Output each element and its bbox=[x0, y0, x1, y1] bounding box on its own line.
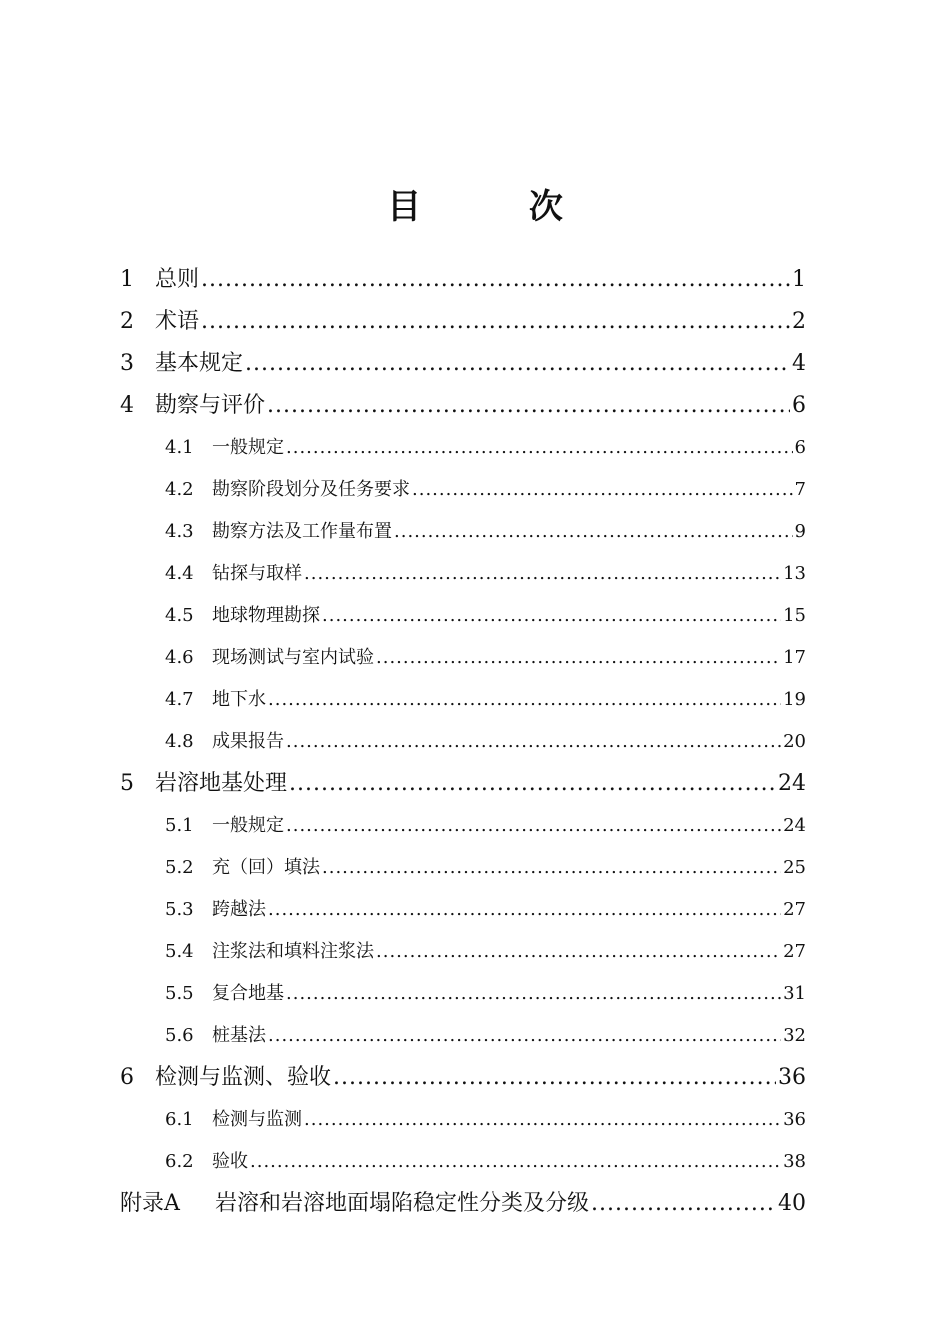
toc-entry[interactable] bbox=[165, 979, 806, 1009]
dot-leader bbox=[322, 853, 781, 883]
toc-entry-title: 验收 bbox=[212, 1151, 248, 1172]
toc-entry-page: 15 bbox=[783, 605, 806, 626]
toc-entry[interactable] bbox=[120, 391, 806, 421]
toc-entry-page: 25 bbox=[783, 857, 806, 878]
toc-entry-title: 现场测试与室内试验 bbox=[212, 647, 374, 668]
toc-entry[interactable] bbox=[120, 1189, 806, 1219]
dot-leader bbox=[412, 475, 793, 505]
dot-leader bbox=[304, 559, 781, 589]
toc-entry[interactable] bbox=[165, 1021, 806, 1051]
toc-entry[interactable] bbox=[120, 769, 806, 799]
toc-entry-number: 3 bbox=[120, 351, 134, 376]
toc-entry-title: 地球物理勘探 bbox=[212, 605, 320, 626]
toc-entry-number: 4 bbox=[120, 393, 134, 418]
toc-entry-number: 6.1 bbox=[165, 1109, 194, 1130]
toc-entry[interactable] bbox=[165, 1147, 806, 1177]
toc-entry-title: 钻探与取样 bbox=[212, 563, 302, 584]
toc-entry-title: 检测与监测 bbox=[212, 1109, 302, 1130]
dot-leader bbox=[201, 265, 790, 295]
toc-entry-title: 岩溶和岩溶地面塌陷稳定性分类及分级 bbox=[215, 1191, 590, 1216]
toc-entry-page: 36 bbox=[783, 1109, 806, 1130]
toc-entry-title: 注浆法和填料注浆法 bbox=[212, 941, 374, 962]
toc-entry-page: 24 bbox=[783, 815, 806, 836]
toc-entry-title: 总则 bbox=[155, 267, 200, 292]
toc-entry-page: 7 bbox=[794, 479, 806, 500]
toc-entry-title: 勘察阶段划分及任务要求 bbox=[212, 479, 410, 500]
toc-entry-title: 勘察与评价 bbox=[155, 393, 266, 418]
toc-entry-title: 一般规定 bbox=[212, 437, 284, 458]
toc-entry-title: 跨越法 bbox=[212, 899, 266, 920]
toc-entry[interactable] bbox=[165, 685, 806, 715]
toc-entry[interactable] bbox=[165, 517, 806, 547]
toc-entry-page: 2 bbox=[792, 309, 806, 334]
toc-entry[interactable] bbox=[165, 559, 806, 589]
toc-entry-number: 4.8 bbox=[165, 731, 194, 752]
toc-entry-number: 6 bbox=[120, 1065, 134, 1090]
toc-entry[interactable] bbox=[120, 349, 806, 379]
dot-leader bbox=[286, 727, 781, 757]
dot-leader bbox=[333, 1063, 776, 1093]
toc-entry-page: 27 bbox=[783, 899, 806, 920]
toc-entry-number: 4.6 bbox=[165, 647, 194, 668]
dot-leader bbox=[268, 685, 781, 715]
toc-entry-number: 4.3 bbox=[165, 521, 194, 542]
toc-entry-title: 地下水 bbox=[212, 689, 266, 710]
toc-entry[interactable] bbox=[120, 1063, 806, 1093]
dot-leader bbox=[322, 601, 781, 631]
toc-entry-title: 复合地基 bbox=[212, 983, 284, 1004]
toc-entry-page: 1 bbox=[792, 267, 806, 292]
dot-leader bbox=[591, 1189, 776, 1219]
toc-entry-number: 附录A bbox=[120, 1191, 180, 1216]
toc-entry[interactable] bbox=[165, 601, 806, 631]
toc-entry-number: 5.3 bbox=[165, 899, 194, 920]
toc-entry-title: 基本规定 bbox=[155, 351, 244, 376]
dot-leader bbox=[286, 811, 781, 841]
toc-entry[interactable] bbox=[120, 265, 806, 295]
dot-leader bbox=[376, 643, 781, 673]
toc-entry-number: 5.1 bbox=[165, 815, 194, 836]
toc-entry-title: 术语 bbox=[155, 309, 200, 334]
toc-entry[interactable] bbox=[165, 727, 806, 757]
toc-entry-title: 充（回）填法 bbox=[212, 857, 320, 878]
page-title: 目 次 bbox=[387, 187, 611, 227]
toc-entry[interactable] bbox=[165, 1105, 806, 1135]
toc-entry-page: 6 bbox=[792, 393, 806, 418]
dot-leader bbox=[286, 979, 781, 1009]
toc-entry-number: 2 bbox=[120, 309, 134, 334]
toc-entry-number: 5.4 bbox=[165, 941, 194, 962]
toc-entry-number: 4.5 bbox=[165, 605, 194, 626]
toc-entry[interactable] bbox=[165, 643, 806, 673]
toc-entry-page: 31 bbox=[783, 983, 806, 1004]
toc-entry-number: 1 bbox=[120, 267, 134, 292]
toc-entry[interactable] bbox=[120, 307, 806, 337]
dot-leader bbox=[304, 1105, 781, 1135]
toc-entry-number: 4.4 bbox=[165, 563, 194, 584]
toc-entry-number: 5 bbox=[120, 771, 134, 796]
toc-entry-number: 4.7 bbox=[165, 689, 194, 710]
toc-entry-page: 4 bbox=[792, 351, 806, 376]
toc-entry-page: 40 bbox=[778, 1191, 806, 1216]
toc-entry-title: 检测与监测、验收 bbox=[155, 1065, 332, 1090]
toc-entry-title: 桩基法 bbox=[212, 1025, 266, 1046]
dot-leader bbox=[376, 937, 781, 967]
dot-leader bbox=[267, 391, 790, 421]
toc-entry-page: 38 bbox=[783, 1151, 806, 1172]
toc-entry-number: 5.5 bbox=[165, 983, 194, 1004]
dot-leader bbox=[245, 349, 790, 379]
dot-leader bbox=[394, 517, 793, 547]
toc-entry[interactable] bbox=[165, 937, 806, 967]
toc-entry-number: 5.2 bbox=[165, 857, 194, 878]
dot-leader bbox=[268, 1021, 781, 1051]
toc-entry-title: 岩溶地基处理 bbox=[155, 771, 288, 796]
toc-entry-title: 成果报告 bbox=[212, 731, 284, 752]
dot-leader bbox=[268, 895, 781, 925]
toc-entry[interactable] bbox=[165, 853, 806, 883]
toc-entry-number: 4.2 bbox=[165, 479, 194, 500]
dot-leader bbox=[286, 433, 793, 463]
toc-entry-page: 32 bbox=[783, 1025, 806, 1046]
toc-entry-number: 5.6 bbox=[165, 1025, 194, 1046]
toc-entry-page: 36 bbox=[778, 1065, 806, 1090]
toc-entry-page: 20 bbox=[783, 731, 806, 752]
toc-entry-page: 27 bbox=[783, 941, 806, 962]
toc-entry-title: 勘察方法及工作量布置 bbox=[212, 521, 392, 542]
toc-entry[interactable] bbox=[165, 433, 806, 463]
toc-entry[interactable] bbox=[165, 895, 806, 925]
toc-entry-page: 13 bbox=[783, 563, 806, 584]
toc-entry[interactable] bbox=[165, 811, 806, 841]
toc-entry[interactable] bbox=[165, 475, 806, 505]
toc-entry-title: 一般规定 bbox=[212, 815, 284, 836]
toc-entry-page: 24 bbox=[778, 771, 806, 796]
toc-entry-page: 6 bbox=[794, 437, 806, 458]
toc-entry-number: 6.2 bbox=[165, 1151, 194, 1172]
toc-entry-number: 4.1 bbox=[165, 437, 194, 458]
dot-leader bbox=[289, 769, 776, 799]
dot-leader bbox=[250, 1147, 781, 1177]
toc-entry-page: 17 bbox=[783, 647, 806, 668]
toc-entry-page: 9 bbox=[794, 521, 806, 542]
dot-leader bbox=[201, 307, 790, 337]
toc-entry-page: 19 bbox=[783, 689, 806, 710]
